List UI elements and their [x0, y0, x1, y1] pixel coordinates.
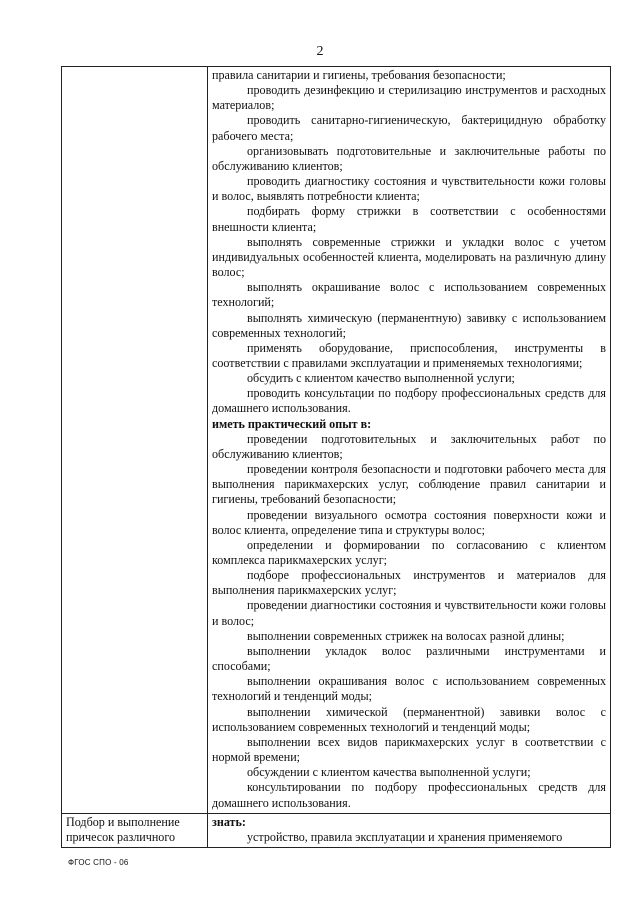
page-number: 2 — [316, 44, 324, 59]
list-item: выполнении окрашивания волос с использованием современных технологий и тенденций моды; — [212, 674, 606, 704]
footer-code: ФГОС СПО - 06 — [68, 858, 129, 867]
list-item: консультировании по подбору профессиональных средств для домашнего использования. — [212, 780, 606, 810]
list-item: выполнении всех видов парикмахерских услуг в соответствии с нормой времени; — [212, 734, 606, 765]
list-item: выполнении современных стрижек на волосах разной длины; — [247, 628, 565, 643]
list-item: выполнении укладок волос различными инструментами и способами; — [212, 643, 606, 674]
list-item: проводить санитарно-гигиеническую, бактерицидную обработку рабочего места; — [212, 113, 606, 143]
list-item: проводить консультации по подбору профессиональных средств для домашнего использования. — [212, 386, 606, 416]
section-heading: знать: — [212, 814, 246, 829]
row2-content — [208, 814, 610, 847]
list-item: выполнять химическую (перманентную) завивку с использованием современных технологий; — [212, 310, 606, 340]
list-item: организовывать подготовительные и заключительные работы по обслуживанию клиентов; — [212, 143, 606, 173]
row2-left-cell — [62, 813, 208, 847]
list-item: обсуждении с клиентом качества выполненной услуги; — [247, 765, 531, 780]
row1-left-text — [62, 67, 207, 69]
list-item: выполнять окрашивание волос с использованием современных технологий; — [212, 280, 606, 310]
list-item: определении и формировании по согласованию с клиентом комплекса парикмахерских услуг; — [212, 537, 606, 567]
list-item: проведении визуального осмотра состояния поверхности кожи и волос клиента, определение типа и структуры волос; — [212, 507, 606, 537]
table-row — [62, 67, 611, 814]
list-item: применять оборудование, приспособления, инструменты в соответствии с правилами эксплуатации и применяемых технологиями; — [212, 340, 606, 370]
row1-content-cell — [208, 67, 611, 814]
list-item: правила санитарии и гигиены, требования безопасности; — [212, 68, 506, 82]
list-item: устройство, правила эксплуатации и хранения применяемого — [247, 829, 563, 844]
table-row — [62, 813, 611, 847]
row1-left-cell — [62, 67, 208, 814]
list-item: подборе профессиональных инструментов и материалов для выполнения парикмахерских услуг; — [212, 568, 606, 598]
list-item: подбирать форму стрижки в соответствии с особенностями внешности клиента; — [212, 204, 606, 234]
list-item: выполнении химической (перманентной) завивки волос с использованием современных технологий и тенденций моды; — [212, 704, 606, 734]
row2-left-text: Подбор и выполнение причесок различного — [66, 814, 180, 844]
list-item: проводить дезинфекцию и стерилизацию инструментов и расходных материалов; — [212, 83, 606, 113]
list-item: проведении контроля безопасности и подготовки рабочего места для выполнения парикмахерских услуг, соблюдение правил санитарии и гигиены, требований безопасности; — [212, 462, 606, 507]
row1-content — [208, 67, 610, 813]
list-item: выполнять современные стрижки и укладки волос с учетом индивидуальных особенностей клиента, моделировать на различную длину волос; — [212, 234, 606, 280]
list-item: проведении диагностики состояния и чувствительности кожи головы и волос; — [212, 598, 606, 628]
section-heading: иметь практический опыт в: — [212, 416, 372, 431]
row2-content-cell — [208, 813, 611, 847]
list-item: обсудить с клиентом качество выполненной услуги; — [247, 371, 515, 386]
list-item: проведении подготовительных и заключительных работ по обслуживанию клиентов; — [212, 431, 606, 461]
list-item: проводить диагностику состояния и чувствительности кожи головы и волос, выявлять потребности клиента; — [212, 174, 606, 204]
competency-table — [61, 66, 611, 848]
